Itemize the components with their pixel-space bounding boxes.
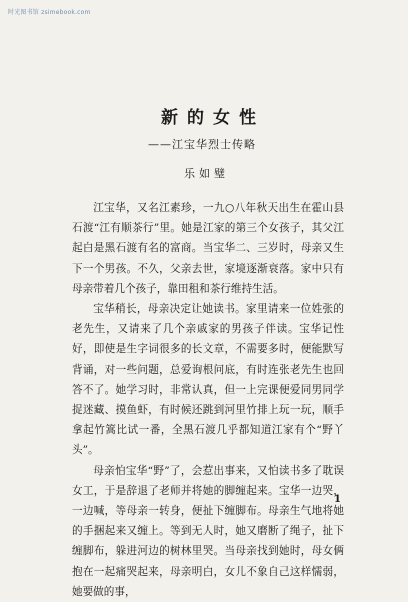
paragraph-3: 母亲怕宝华“野”了，会惹出事来，又怕读书多了耽误女工，于是辞退了老师并将她的脚缠起来。宝华一边哭，一边喊，等母亲一转身，便扯下缠脚布。母亲生气地将她的手捆起来又缠上。等到无人时，她又磨断了绳子，扯下缠脚布，躲进河边的树林里哭。当母亲找到她时，母女俩抱在一起痛哭起来，母亲明白，女儿不象自己这样懦弱，她要做的事， xyxy=(72,464,344,598)
watermark: 时光图书馆 zsimebook.com xyxy=(8,9,91,16)
author-name: 乐如璧 xyxy=(184,167,229,180)
paragraph-2: 宝华稍长，母亲决定让她读书。家里请来一位姓张的老先生，又请来了几个亲戚家的男孩子伴读。宝华记性好，即使是生字词很多的长文章，不需要多时，便能默写背诵，对一些问题，总爱询根问底，有时连张老先生也回答不了。她学习时，非常认真，但一上完课便爱同男同学捉迷藏、摸鱼虾，有时候还跳到河里竹排上玩一玩，顺手拿起竹篙比试一番，全黑石渡几乎都知道江家有个“野丫头”。 xyxy=(72,303,344,457)
body-text xyxy=(72,198,344,602)
page-number: 1 xyxy=(334,494,341,505)
page-title: 新的女性 xyxy=(161,108,265,128)
paragraph-1: 江宝华，又名江素珍，一九○八年秋天出生在霍山县石渡“江有顺茶行”里。她是江家的第三个女孩子，其父江起白是黑石渡有名的富商。当宝华二、三岁时，母亲又生下一个男孩。不久，父亲去世，家境逐渐衰落。家中只有母亲带着几个孩子，靠田租和茶行维持生活。 xyxy=(72,202,344,295)
subtitle: ——江宝华烈士传略 xyxy=(148,138,256,151)
